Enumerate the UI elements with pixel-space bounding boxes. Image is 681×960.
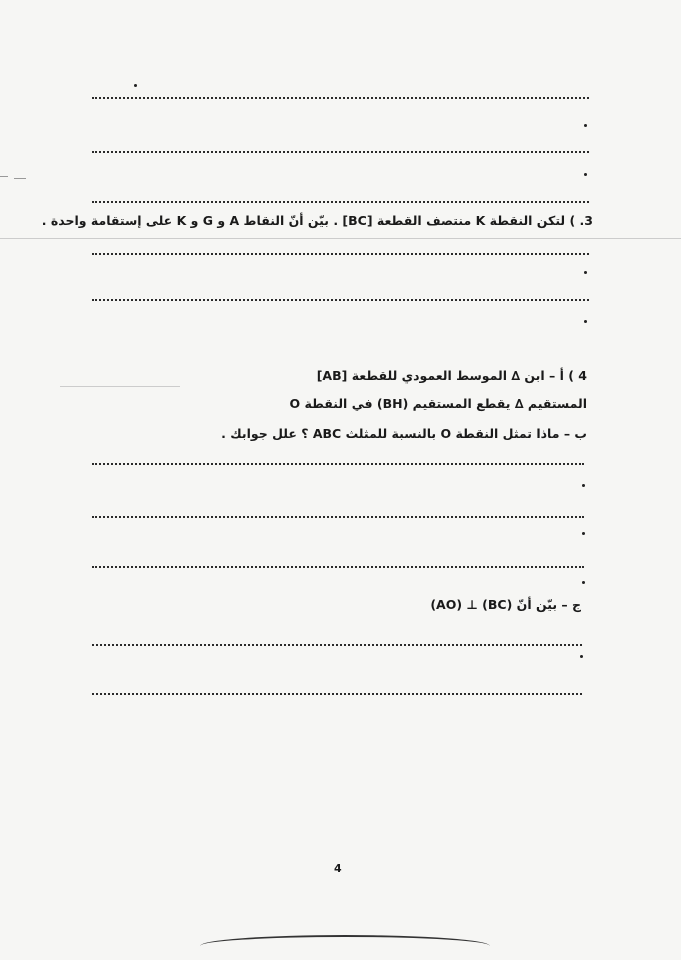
answer-line	[92, 151, 589, 153]
question-4b: ب – ماذا تمثل النقطة O بالنسبة للمثلث ABC ؟ علل جوابك .	[221, 426, 587, 441]
answer-line	[92, 566, 584, 568]
line-end-dot	[582, 581, 585, 584]
line-end-dot	[584, 124, 587, 127]
line-end-dot	[584, 173, 587, 176]
answer-line	[92, 97, 589, 99]
answer-line	[92, 463, 584, 465]
scan-line	[60, 386, 180, 387]
answer-line	[92, 299, 589, 301]
answer-line	[92, 516, 584, 518]
margin-mark	[14, 178, 26, 179]
line-end-dot	[584, 320, 587, 323]
answer-line	[92, 253, 589, 255]
stray-mark	[134, 84, 137, 87]
line-end-dot	[580, 655, 583, 658]
margin-mark	[0, 176, 8, 177]
question-4c: ج – بيّن أنّ (BC) ⊥ (AO)	[430, 597, 581, 612]
line-end-dot	[582, 484, 585, 487]
line-end-dot	[582, 532, 585, 535]
question-3: 3. ) لتكن النقطة K منتصف القطعة [BC] . بيّن أنّ النقاط A و G و K على إستقامة واحدة .	[41, 213, 593, 228]
question-4a: 4 ) أ – ابن ∆ الموسط العمودي للقطعة [AB]	[316, 368, 587, 383]
page-edge-curve	[200, 935, 490, 957]
page-number: 4	[334, 862, 342, 875]
line-end-dot	[584, 271, 587, 274]
question-4a-line2: المستقيم ∆ يقطع المستقيم (BH) في النقطة O	[289, 396, 587, 411]
answer-line	[92, 201, 589, 203]
answer-line	[92, 693, 582, 695]
answer-line	[92, 644, 582, 646]
scan-line	[0, 238, 681, 239]
